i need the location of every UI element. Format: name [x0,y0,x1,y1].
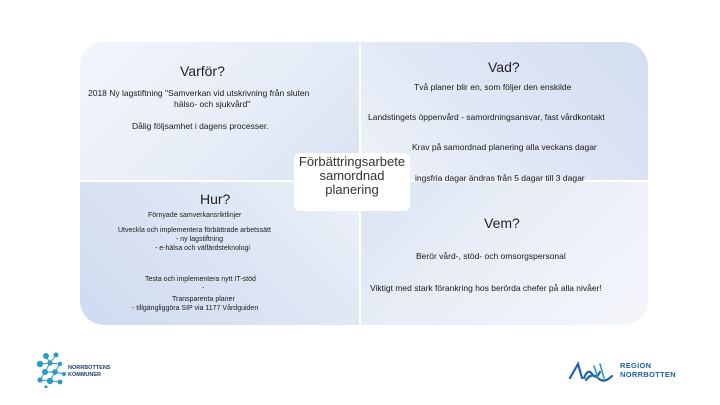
wave-icon [568,358,618,382]
center-line-2: samordnad [319,168,385,183]
how-line-1: Förnyade samverkansriktlinjer [148,212,242,219]
how-heading: Hur? [200,191,231,207]
how-line-8: - tillgängliggöra SIP via 1177 Vårdguiden [132,305,259,312]
logo-right-line-1: REGION [620,361,652,370]
logo-left-line-1: NORRBOTTENS [68,365,111,371]
why-line-3: Dålig följsamhet i dagens processer. [132,121,269,131]
network-icon [36,352,70,388]
center-line-3: planering [325,182,379,197]
what-line-3: Krav på samordnad planering alla veckans dagar [412,142,597,152]
why-line-1: 2018 Ny lagstiftning "Samverkan vid utskrivning från sluten [88,88,310,98]
why-heading: Varför? [180,63,225,79]
how-line-2: Utveckla och implementera förbättrade arbetssätt [118,227,271,234]
how-line-6: - [202,285,205,292]
what-line-1: Två planer blir en, som följer den enskilde [414,82,572,92]
who-heading: Vem? [484,215,520,231]
center-topic-box [294,153,410,211]
what-line-2: Landstingets öppenvård - samordningsansvar, fast vårdkontakt [368,112,605,122]
logo-right-line-2: NORRBOTTEN [620,370,676,379]
what-heading: Vad? [488,59,520,75]
how-line-3: - ny lagstiftning [176,236,224,243]
why-line-2: hälso- och sjukvård" [174,99,251,109]
how-line-7: Transparenta planer [172,296,235,303]
what-line-4: ingsfria dagar ändras från 5 dagar till 3 dagar [415,173,585,183]
logo-left-line-2: KOMMUNER [68,372,101,378]
who-line-1: Berör vård-, stöd- och omsorgspersonal [416,251,566,261]
center-line-1: Förbättringsarbete [298,154,406,169]
norrbottens-kommuner-logo [36,352,116,392]
region-norrbotten-logo [568,358,688,384]
how-line-4: - e-hälsa och välfärdsteknologi [155,245,250,252]
who-line-2: Viktigt med stark förankring hos berörda chefer på alla nivåer! [370,283,602,293]
how-line-5: Testa och implementera nytt IT-stöd [145,276,256,283]
